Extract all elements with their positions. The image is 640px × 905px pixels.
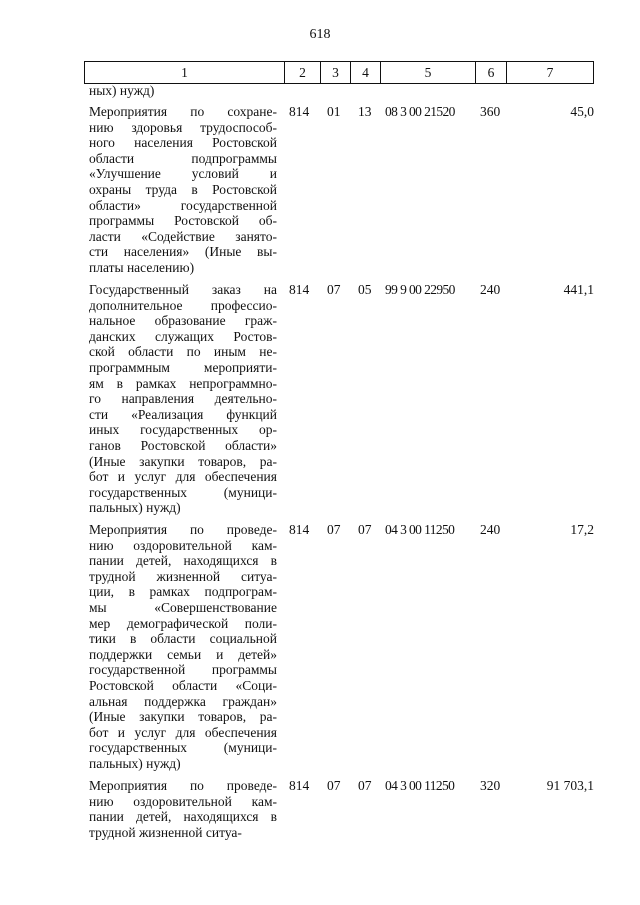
- row-description-line: нальное образование граж-: [89, 313, 277, 329]
- row-expense-type: 240: [480, 282, 501, 297]
- row-description-line: «Улучшение условий и: [89, 166, 277, 182]
- row-description-line: ганов Ростовской области»: [89, 437, 277, 453]
- row-section: 07: [327, 778, 341, 793]
- row-subsection: 05: [358, 282, 372, 297]
- row-grbs: 814: [289, 104, 310, 119]
- row-description-line: пальных) нужд): [89, 500, 181, 516]
- header-col-6: 6: [476, 62, 507, 84]
- row-section: 07: [327, 522, 341, 537]
- header-col-5: 5: [381, 62, 476, 84]
- row-description-line: сти «Реализация функций: [89, 406, 277, 422]
- row-description-line: (Иные закупки товаров, ра-: [89, 709, 277, 725]
- row-description-line: пании детей, находящихся в: [89, 553, 277, 569]
- row-description-line: охраны труда в Ростовской: [89, 181, 277, 197]
- row-subsection: 07: [358, 522, 372, 537]
- header-col-1: 1: [85, 62, 285, 84]
- row-description-line: ласти «Содействие занято-: [89, 228, 277, 244]
- row-description-line: государственных (муници-: [89, 484, 277, 500]
- row-description-line: мы «Совершенствование: [89, 599, 277, 615]
- row-description-line: дополнительное профессио-: [89, 297, 277, 313]
- row-description-line: платы населению): [89, 259, 195, 275]
- row-description-line: области подпрограммы: [89, 150, 277, 166]
- row-amount: 45,0: [570, 104, 594, 119]
- row-description-line: пании детей, находящихся в: [89, 809, 277, 825]
- row-expense-type: 240: [480, 522, 501, 537]
- row-description-line: государственной программы: [89, 662, 277, 678]
- row-expense-type: 360: [480, 104, 501, 119]
- row-amount: 441,1: [563, 282, 594, 297]
- row-subsection: 13: [358, 104, 372, 119]
- row-description-line: трудной жизненной ситуа-: [89, 568, 277, 584]
- row-description-line: поддержки семьи и детей»: [89, 646, 277, 662]
- row-description-line: Мероприятия по проведе-: [89, 778, 277, 793]
- row-description-line: ской области по иным не-: [89, 344, 277, 360]
- continued-text: ных) нужд): [89, 83, 155, 98]
- row-description-line: бот и услуг для обеспечения: [89, 469, 277, 485]
- row-description-line: ям в рамках непрограммно-: [89, 375, 277, 391]
- row-grbs: 814: [289, 778, 310, 793]
- row-expense-type: 320: [480, 778, 501, 793]
- row-target-article: 04 3 00 11250: [385, 522, 455, 537]
- row-description-line: тики в области социальной: [89, 631, 277, 647]
- row-description-line: Мероприятия по проведе-: [89, 522, 277, 537]
- row-subsection: 07: [358, 778, 372, 793]
- row-amount: 17,2: [570, 522, 594, 537]
- row-description-line: трудной жизненной ситуа-: [89, 824, 242, 840]
- row-description: [89, 104, 277, 276]
- header-col-2: 2: [285, 62, 321, 84]
- row-description-line: области» государственной: [89, 197, 277, 213]
- row-grbs: 814: [289, 522, 310, 537]
- row-description-line: сти населения» (Иные вы-: [89, 244, 277, 260]
- row-description-line: ции, в рамках подпрограм-: [89, 584, 277, 600]
- row-description-line: ного населения Ростовской: [89, 135, 277, 151]
- table-header-row: [85, 62, 594, 84]
- header-col-3: 3: [321, 62, 351, 84]
- row-description-line: нию здоровья трудоспособ-: [89, 119, 277, 135]
- row-description-line: программным мероприяти-: [89, 359, 277, 375]
- row-description: [89, 282, 277, 516]
- row-description-line: иных государственных ор-: [89, 422, 277, 438]
- row-description-line: Мероприятия по сохране-: [89, 104, 277, 119]
- header-col-7: 7: [507, 62, 594, 84]
- row-description-line: го направления деятельно-: [89, 391, 277, 407]
- header-col-4: 4: [351, 62, 381, 84]
- row-description-line: Государственный заказ на: [89, 282, 277, 297]
- row-target-article: 08 3 00 21520: [385, 104, 455, 119]
- row-description-line: (Иные закупки товаров, ра-: [89, 453, 277, 469]
- row-description-line: данских служащих Ростов-: [89, 328, 277, 344]
- row-description: [89, 522, 277, 772]
- row-description-line: бот и услуг для обеспечения: [89, 724, 277, 740]
- row-amount: 91 703,1: [546, 778, 594, 793]
- row-description-line: мер демографической поли-: [89, 615, 277, 631]
- row-description: [89, 778, 277, 840]
- row-section: 01: [327, 104, 341, 119]
- row-description-line: нию оздоровительной кам-: [89, 793, 277, 809]
- table-header: [84, 61, 594, 84]
- row-description-line: нию оздоровительной кам-: [89, 537, 277, 553]
- row-description-line: альная поддержка граждан»: [89, 693, 277, 709]
- row-description-line: программы Ростовской об-: [89, 213, 277, 229]
- row-target-article: 04 3 00 11250: [385, 778, 455, 793]
- row-description-line: государственных (муници-: [89, 740, 277, 756]
- page-number: 618: [309, 27, 331, 42]
- row-target-article: 99 9 00 22950: [385, 282, 455, 297]
- row-description-line: Ростовской области «Соци-: [89, 677, 277, 693]
- row-description-line: пальных) нужд): [89, 755, 181, 771]
- row-grbs: 814: [289, 282, 310, 297]
- row-section: 07: [327, 282, 341, 297]
